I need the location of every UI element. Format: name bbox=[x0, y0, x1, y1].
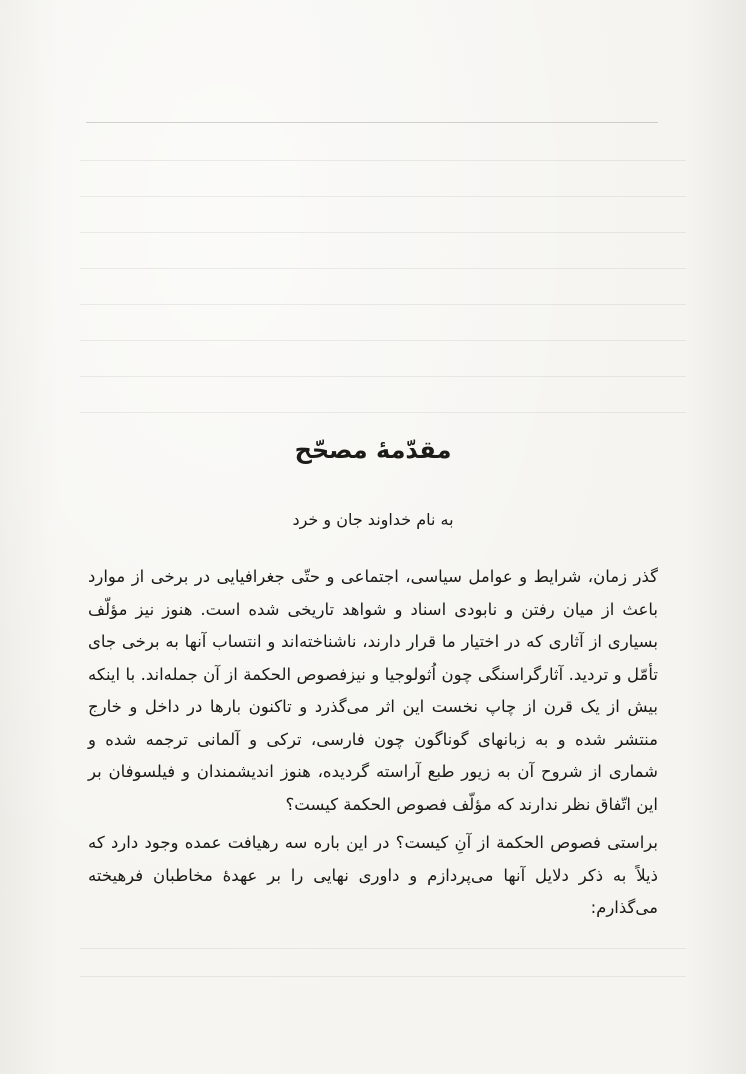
bleed-through-line bbox=[80, 268, 686, 269]
bleed-through-line bbox=[80, 948, 686, 949]
bleed-through-line bbox=[80, 304, 686, 305]
bleed-through-line bbox=[80, 340, 686, 341]
paragraph-1: گذر زمان، شرایط و عوامل سیاسی، اجتماعی و حتّی جغرافیایی در برخی از موارد باعث از میان رفتن و نابودی اسناد و شواهد تاریخی شده است. هنوز نیز مؤلّف بسیاری از آثاری که در اختیار ما قرار دارند، ناشناخته‌اند و انتساب آنها به برخی جای تأمّل و تردید. آثارگراسنگی چون اُثولوجیا و نیزفصوص الحکمة از آن جمله‌اند. با اینکه بیش از یک قرن از چاپ نخست این اثر می‌گذرد و تاکنون بارها در داخل و خارج منتشر شده و به زبانهای گوناگون چون فارسی، ترکی و آلمانی ترجمه شده و شماری از شروح آن به زیور طبع آراسته گردیده، هنوز اندیشمندان و فیلسوفان بر این اتّفاق نظر ندارند که مؤلّف فصوص الحکمة کیست؟ bbox=[88, 567, 658, 814]
header-rule bbox=[86, 122, 658, 123]
bleed-through-line bbox=[80, 160, 686, 161]
paragraph-2: براستی فصوص الحکمة از آنِ کیست؟ در این باره سه رهیافت عمده وجود دارد که ذیلاً به ذکر دلایل آنها می‌پردازم و داوری نهایی را بر عهدهٔ مخاطبان فرهیخته می‌گذارم: bbox=[88, 833, 658, 917]
bleed-through-line bbox=[80, 976, 686, 977]
chapter-title: مقدّمهٔ مصحّح bbox=[294, 436, 452, 464]
bleed-through-line bbox=[80, 196, 686, 197]
bleed-through-line bbox=[80, 232, 686, 233]
bleed-through-line bbox=[80, 412, 686, 413]
bleed-through-line bbox=[80, 376, 686, 377]
invocation-line: به نام خداوند جان و خرد bbox=[292, 510, 454, 529]
page-content bbox=[88, 436, 658, 931]
